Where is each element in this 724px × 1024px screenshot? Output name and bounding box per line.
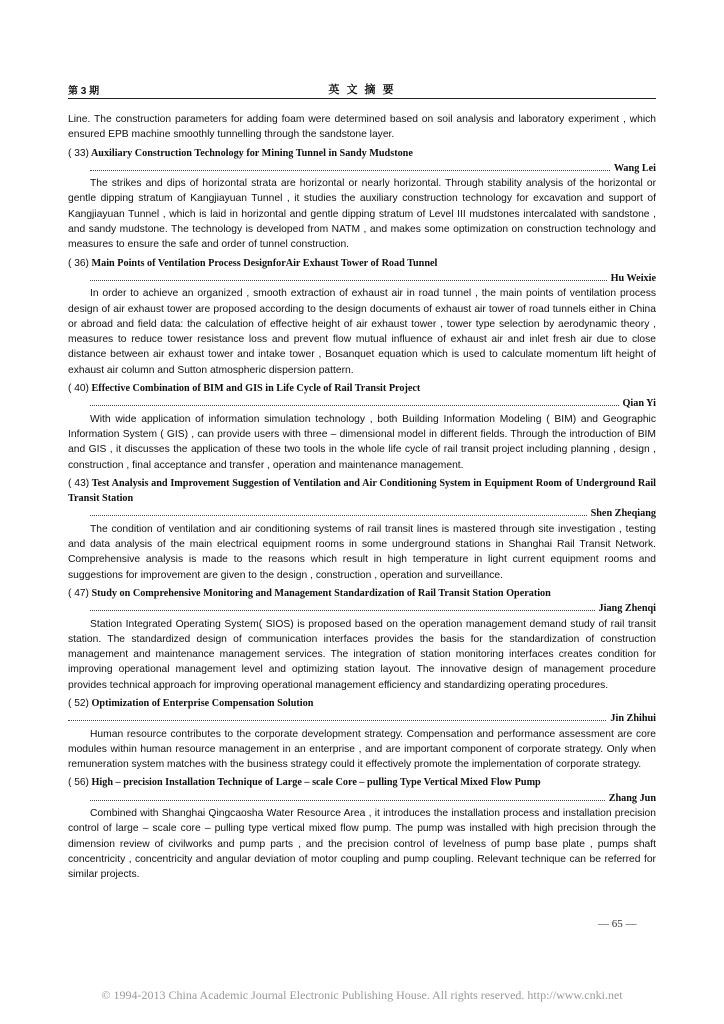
leader-dots (90, 799, 605, 801)
article-number: ( 40) (68, 383, 89, 395)
leader-dots (90, 609, 595, 611)
article-abstract: The condition of ventilation and air conditioning systems of rail transit lines is mastered through site investigation , testing and data analysis of the main electrical equipment rooms in some underground stations in Shanghai Rail Transit Network. Comprehensive analysis is made to the reasons which result in high temperature in light current equipment rooms and suggestions for improvement are given to the design , construction , operation and surveillance. (68, 523, 656, 581)
article-author: Zhang Jun (608, 792, 656, 804)
article-author: Wang Lei (613, 162, 656, 174)
author-line (90, 506, 656, 521)
article-abstract: Human resource contributes to the corporate development strategy. Compensation and performance assessment are core modules within human resource management in an enterprise , and are important component of corporate strategy. Only when remuneration system matches with the business strategy could it effectively promote the implementation of corporate strategy. (68, 728, 656, 771)
intro-text: Line. The construction parameters for adding foam were determined based on soil analysis and laboratory experiment , which ensured EPB machine smoothly tunnelling through the sandstone layer. (68, 114, 656, 141)
leader-dots (90, 404, 619, 406)
leader-dots (90, 514, 587, 516)
article-author: Jin Zhihui (610, 713, 656, 725)
article-author: Hu Weixie (610, 272, 656, 284)
page-header (68, 80, 656, 99)
article-abstract: The strikes and dips of horizontal strata are horizontal or nearly horizontal. Through stability analysis of the horizontal or gentle dipping stratum of Kangjiayuan Tunnel , it studies the auxiliary construction technology for excavation and support of Kangjiayuan Tunnel , which is laid in horizontal and gentle dipping stratum of Level III mudstones intercalated with sandstone , and sandy mudstone. The technology is developed from NATM , and makes some optimization on construction technology and measures to ensure the safe and order of tunnel construction. (68, 178, 656, 251)
author-line (90, 271, 656, 286)
author-line (68, 711, 656, 726)
section-title: 英 文 摘 要 (328, 84, 396, 96)
copyright-footer: © 1994-2013 China Academic Journal Electronic Publishing House. All rights reserved. http://www.cnki.net (101, 988, 623, 1002)
article-title (68, 696, 656, 711)
article-number: ( 36) (68, 257, 89, 269)
article-abstract: With wide application of information simulation technology , both Building Information Modeling ( BIM) and Geographic Information System ( GIS) , can provide users with three – dimensional model in different fields. Through the introduction of BIM and GIS , it discusses the application of these two tools in the whole life cycle of rail transit project including planning , design , construction , final acceptance and transfer , operation and maintenance management. (68, 413, 656, 471)
article-title (68, 586, 656, 601)
article-title (68, 256, 656, 271)
abstracts-content (68, 112, 656, 883)
article-title-text: Study on Comprehensive Monitoring and Management Standardization of Rail Transit Station Operation (91, 587, 551, 599)
author-line (90, 396, 656, 411)
article-number: ( 47) (68, 587, 89, 599)
leader-dots (90, 279, 607, 281)
article-number: ( 56) (68, 777, 89, 789)
article-title (68, 476, 656, 507)
article-title-text: Effective Combination of BIM and GIS in Life Cycle of Rail Transit Project (91, 383, 421, 395)
author-line (90, 791, 656, 806)
article-abstract: In order to achieve an organized , smooth extraction of exhaust air in road tunnel , the main points of ventilation process design of air exhaust tower are proposed according to the design documents of exhaust air tower of road tunnels either in China or abroad and field data: the calculation of effective height of air exhaust tower , tower type selection by aerodynamic theory , measures to reduce tower resistance loss and prevent flow mutual influence of exhaust air and inlet fresh air due to close distance between air exhaust tower and intake tower , Bosanquet equation which is used to calculate momentum lift height of exhaust air column and Sutton atmospheric dispersion pattern. (68, 288, 656, 376)
author-line (90, 601, 656, 616)
article-number: ( 52) (68, 697, 89, 709)
article-number: ( 33) (68, 147, 89, 159)
issue-label: 第 3 期 (68, 86, 100, 97)
page-number: — 65 — (598, 918, 637, 930)
article-title (68, 775, 656, 790)
article-title (68, 146, 656, 161)
author-line (90, 161, 656, 176)
article-title-text: High – precision Installation Technique of Large – scale Core – pulling Type Vertical Mixed Flow Pump (91, 777, 541, 789)
article-abstract: Station Integrated Operating System( SIOS) is proposed based on the operation management demand study of rail transit station. The standardized design of communication interfaces provides the basis for the standardization of construction management and maintenance management services. The integration of station monitoring interfaces creates condition for improving operational management level and optimizing station layout. The innovative design of management procedure provides technical approach for improving operational management efficiency and standardizing operating procedures. (68, 618, 656, 691)
article-title-text: Optimization of Enterprise Compensation Solution (91, 697, 314, 709)
article-title-text: Auxiliary Construction Technology for Mining Tunnel in Sandy Mudstone (90, 147, 413, 159)
leader-dots (68, 719, 606, 721)
article-author: Qian Yi (622, 398, 656, 410)
article-number: ( 43) (68, 477, 90, 489)
article-title (68, 381, 656, 396)
article-author: Jiang Zhenqi (598, 603, 656, 615)
article-author: Shen Zheqiang (590, 508, 656, 520)
article-abstract: Combined with Shanghai Qingcaosha Water Resource Area , it introduces the installation process and installation precision control of large – scale core – pulling type vertical mixed flow pump. The pump was installed with high precision through the dimension review of civilworks and pump parts , and the precision control of levelness of pump base plate , pumps shaft concentricity , concentricity and angular deviation of motor coupling and pump coupling. Relevant technique can be referred for similar projects. (68, 808, 656, 881)
article-title-text: Test Analysis and Improvement Suggestion of Ventilation and Air Conditioning System in Equipment Room of Underground Rail Transit Station (68, 477, 656, 505)
article-title-text: Main Points of Ventilation Process DesignforAir Exhaust Tower of Road Tunnel (91, 257, 438, 269)
leader-dots (90, 169, 610, 171)
